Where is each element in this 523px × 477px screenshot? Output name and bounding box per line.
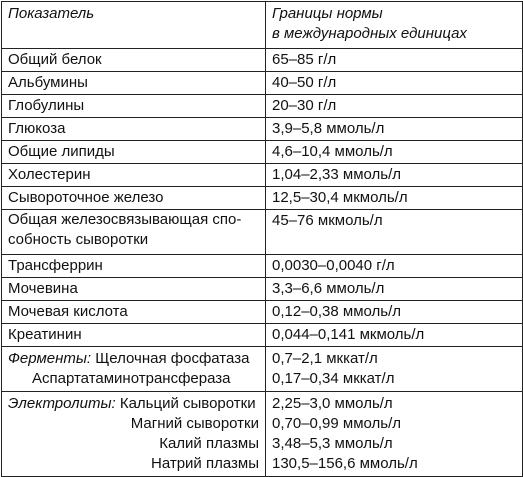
row-name: Общие липиды [2, 141, 266, 164]
electrolytes-category-label: Электролиты: [8, 395, 116, 412]
table-row-tall [2, 210, 523, 255]
electrolyte-value: 2,25–3,0 ммоль/л [272, 395, 393, 412]
table-row [2, 164, 523, 187]
enzyme-line-1 [8, 349, 259, 369]
electrolyte-line-1 [8, 394, 259, 414]
table-row [2, 324, 523, 347]
header-norm-line1: Границы нормы [272, 5, 383, 22]
row-value: 12,5–30,4 мкмоль/л [266, 187, 523, 210]
row-value: 3,3–6,6 ммоль/л [266, 278, 523, 301]
row-name: Глюкоза [2, 118, 266, 141]
row-value: 4,6–10,4 ммоль/л [266, 141, 523, 164]
enzyme-name: Аспартатаминотрансфераза [32, 370, 231, 387]
table-row [2, 255, 523, 278]
table-row [2, 95, 523, 118]
row-name-line2: собность сыворотки [8, 231, 149, 248]
electrolyte-name: Натрий плазмы [150, 455, 259, 472]
enzymes-category-label: Ферменты: [8, 350, 92, 367]
reference-table [1, 1, 523, 477]
table-row [2, 187, 523, 210]
row-name-line1: Общая железосвязывающая спо- [8, 211, 242, 228]
enzymes-group-row [2, 347, 523, 392]
header-indicator-label: Показатель [8, 5, 95, 22]
electrolyte-name: Калий плазмы [159, 435, 259, 452]
electrolyte-name: Магний сыворотки [130, 415, 259, 432]
table-row [2, 301, 523, 324]
row-value: 40–50 г/л [266, 72, 523, 95]
row-name: Альбумины [2, 72, 266, 95]
row-value: 0,044–0,141 мкмоль/л [266, 324, 523, 347]
row-value: 0,12–0,38 ммоль/л [266, 301, 523, 324]
table-row [2, 72, 523, 95]
row-name: Мочевина [2, 278, 266, 301]
enzyme-value: 0,7–2,1 мккат/л [272, 350, 378, 367]
row-name: Холестерин [2, 164, 266, 187]
electrolytes-group-row [2, 392, 523, 477]
table-row [2, 141, 523, 164]
electrolytes-values [266, 392, 523, 477]
table-row [2, 278, 523, 301]
electrolytes-names [2, 392, 266, 477]
row-name: Трансферрин [2, 255, 266, 278]
reference-values-sheet [1, 1, 522, 475]
table-header-row [2, 2, 523, 49]
row-value: 65–85 г/л [266, 49, 523, 72]
header-indicator [2, 2, 266, 49]
electrolyte-value: 130,5–156,6 ммоль/л [272, 455, 418, 472]
row-name [2, 210, 266, 255]
row-name: Глобулины [2, 95, 266, 118]
row-value: 0,0030–0,0040 г/л [266, 255, 523, 278]
electrolyte-value: 3,48–5,3 ммоль/л [272, 435, 393, 452]
table-row [2, 49, 523, 72]
row-value: 1,04–2,33 ммоль/л [266, 164, 523, 187]
row-name: Креатинин [2, 324, 266, 347]
row-name: Мочевая кислота [2, 301, 266, 324]
enzyme-name: Щелочная фосфатаза [95, 350, 250, 367]
row-value: 45–76 мкмоль/л [266, 210, 523, 255]
electrolyte-value: 0,70–0,99 ммоль/л [272, 415, 402, 432]
table-row [2, 118, 523, 141]
row-name: Общий белок [2, 49, 266, 72]
enzyme-value: 0,17–0,34 мккат/л [272, 370, 395, 387]
enzymes-names [2, 347, 266, 392]
enzymes-values [266, 347, 523, 392]
row-name: Сывороточное железо [2, 187, 266, 210]
row-value: 3,9–5,8 ммоль/л [266, 118, 523, 141]
row-value: 20–30 г/л [266, 95, 523, 118]
electrolyte-name: Кальций сыворотки [119, 395, 256, 412]
header-norm [266, 2, 523, 49]
header-norm-line2: в международных единицах [272, 25, 467, 42]
